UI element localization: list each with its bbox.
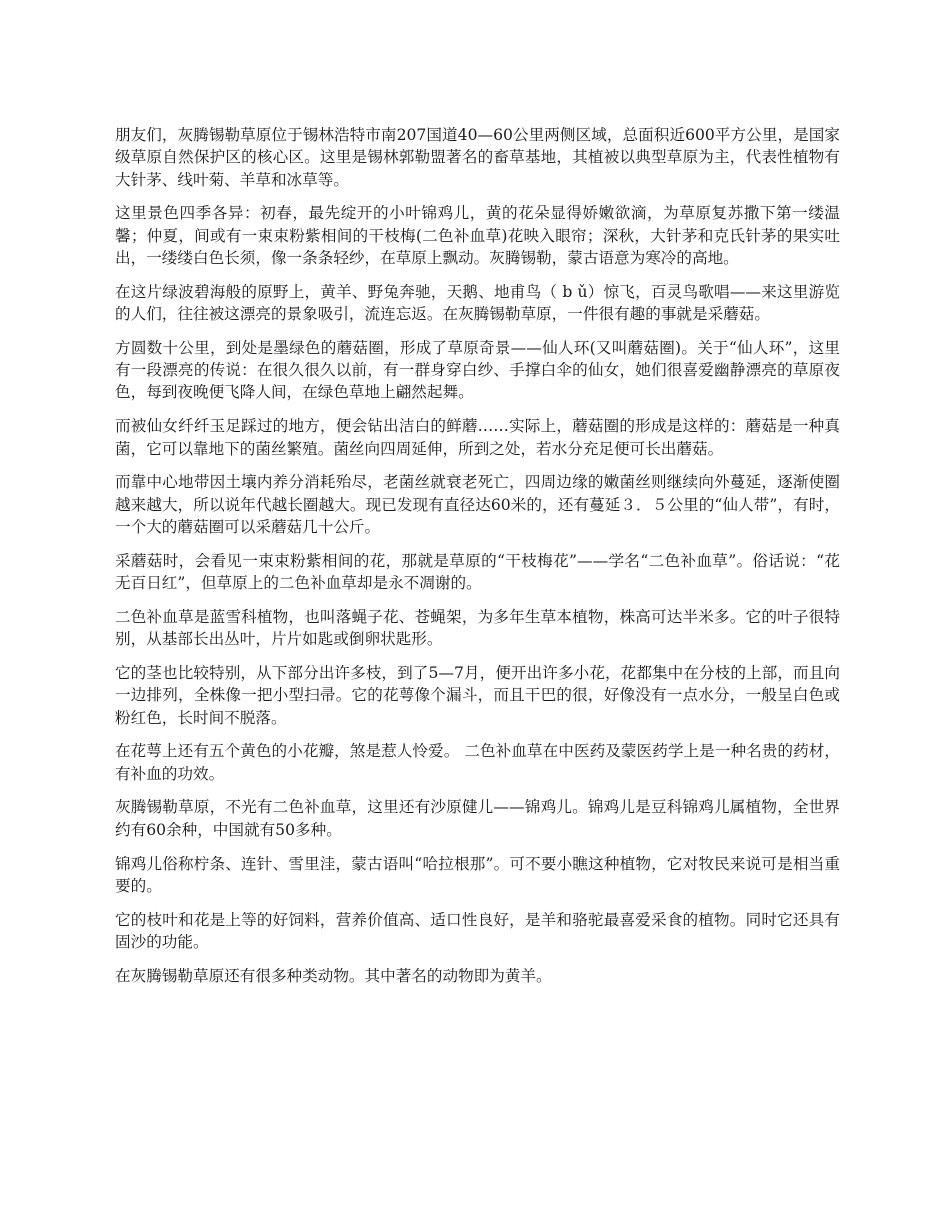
paragraph-6: 而靠中心地带因土壤内养分消耗殆尽，老菌丝就衰老死亡，四周边缘的嫩菌丝则继续向外蔓延，逐渐使圈越来越大，所以说年代越长圈越大。现已发现有直径达60米的，还有蔓延３．５公里的“仙人带”，有时，一个大的蘑菇圈可以采蘑菇几十公斤。 <box>115 473 840 536</box>
paragraph-8: 二色补血草是蓝雪科植物，也叫落蝇子花、苍蝇架，为多年生草本植物，株高可达半米多。它的叶子很特别，从基部长出丛叶，片片如匙或倒卵状匙形。 <box>115 607 840 649</box>
paragraph-14: 在灰腾锡勒草原还有很多种类动物。其中著名的动物即为黄羊。 <box>115 966 552 985</box>
paragraph-11: 灰腾锡勒草原，不光有二色补血草，这里还有沙原健儿——锦鸡儿。锦鸡儿是豆科锦鸡儿属植物，全世界约有60余种，中国就有50多种。 <box>115 798 840 839</box>
document-body <box>115 124 840 999</box>
paragraph-1: 朋友们，灰腾锡勒草原位于锡林浩特市南207国道40—60公里两侧区域，总面积近600平方公里，是国家级草原自然保护区的核心区。这里是锡林郭勒盟著名的畜草基地，其植被以典型草原为主，代表性植物有大针茅、线叶菊、羊草和冰草等。 <box>115 126 840 189</box>
paragraph-7: 采蘑菇时，会看见一束束粉紫相间的花，那就是草原的“干枝梅花”——学名“二色补血草”。俗话说：“花无百日红”，但草原上的二色补血草却是永不凋谢的。 <box>115 551 840 593</box>
paragraph-13: 它的枝叶和花是上等的好饲料，营养价值高、适口性良好，是羊和骆驼最喜爱采食的植物。同时它还具有固沙的功能。 <box>115 910 840 951</box>
paragraph-2: 这里景色四季各异：初春，最先绽开的小叶锦鸡儿，黄的花朵显得娇嫩欲滴，为草原复苏撒下第一缕温馨；仲夏，间或有一束束粉紫相间的干枝梅(二色补血草)花映入眼帘；深秋，大针茅和克氏针茅的果实吐出，一缕缕白色长须，像一条条轻纱，在草原上飘动。灰腾锡勒，蒙古语意为寒冷的高地。 <box>115 204 840 267</box>
paragraph-5: 而被仙女纤纤玉足踩过的地方，便会钻出洁白的鲜蘑……实际上，蘑菇圈的形成是这样的：蘑菇是一种真菌，它可以靠地下的菌丝繁殖。菌丝向四周延伸，所到之处，若水分充足便可长出蘑菇。 <box>115 417 840 458</box>
paragraph-9: 它的茎也比较特别，从下部分出许多枝，到了5—7月，便开出许多小花，花都集中在分枝的上部，而且向一边排列，全株像一把小型扫帚。它的花萼像个漏斗，而且干巴的很，好像没有一点水分，一般呈白色或粉红色，长时间不脱落。 <box>115 663 840 727</box>
paragraph-10: 在花萼上还有五个黄色的小花瓣，煞是惹人怜爱。 二色补血草在中医药及蒙医药学上是一种名贵的药材，有补血的功效。 <box>115 742 840 783</box>
paragraph-4: 方圆数十公里，到处是墨绿色的蘑菇圈，形成了草原奇景——仙人环(又叫蘑菇圈)。关于“仙人环”，这里有一段漂亮的传说：在很久很久以前，有一群身穿白纱、手撑白伞的仙女，她们很喜爱幽静漂亮的草原夜色，每到夜晚便飞降人间，在绿色草地上翩然起舞。 <box>115 338 840 402</box>
paragraph-3: 在这片绿波碧海般的原野上，黄羊、野兔奔驰，天鹅、地甫鸟（ b ǔ）惊飞，百灵鸟歌唱——来这里游览的人们，往往被这漂亮的景象吸引，流连忘返。在灰腾锡勒草原，一件很有趣的事就是采蘑菇。 <box>115 282 840 324</box>
paragraph-12: 锦鸡儿俗称柠条、连针、雪里洼，蒙古语叫“哈拉根那”。可不要小瞧这种植物，它对牧民来说可是相当重要的。 <box>115 854 840 895</box>
